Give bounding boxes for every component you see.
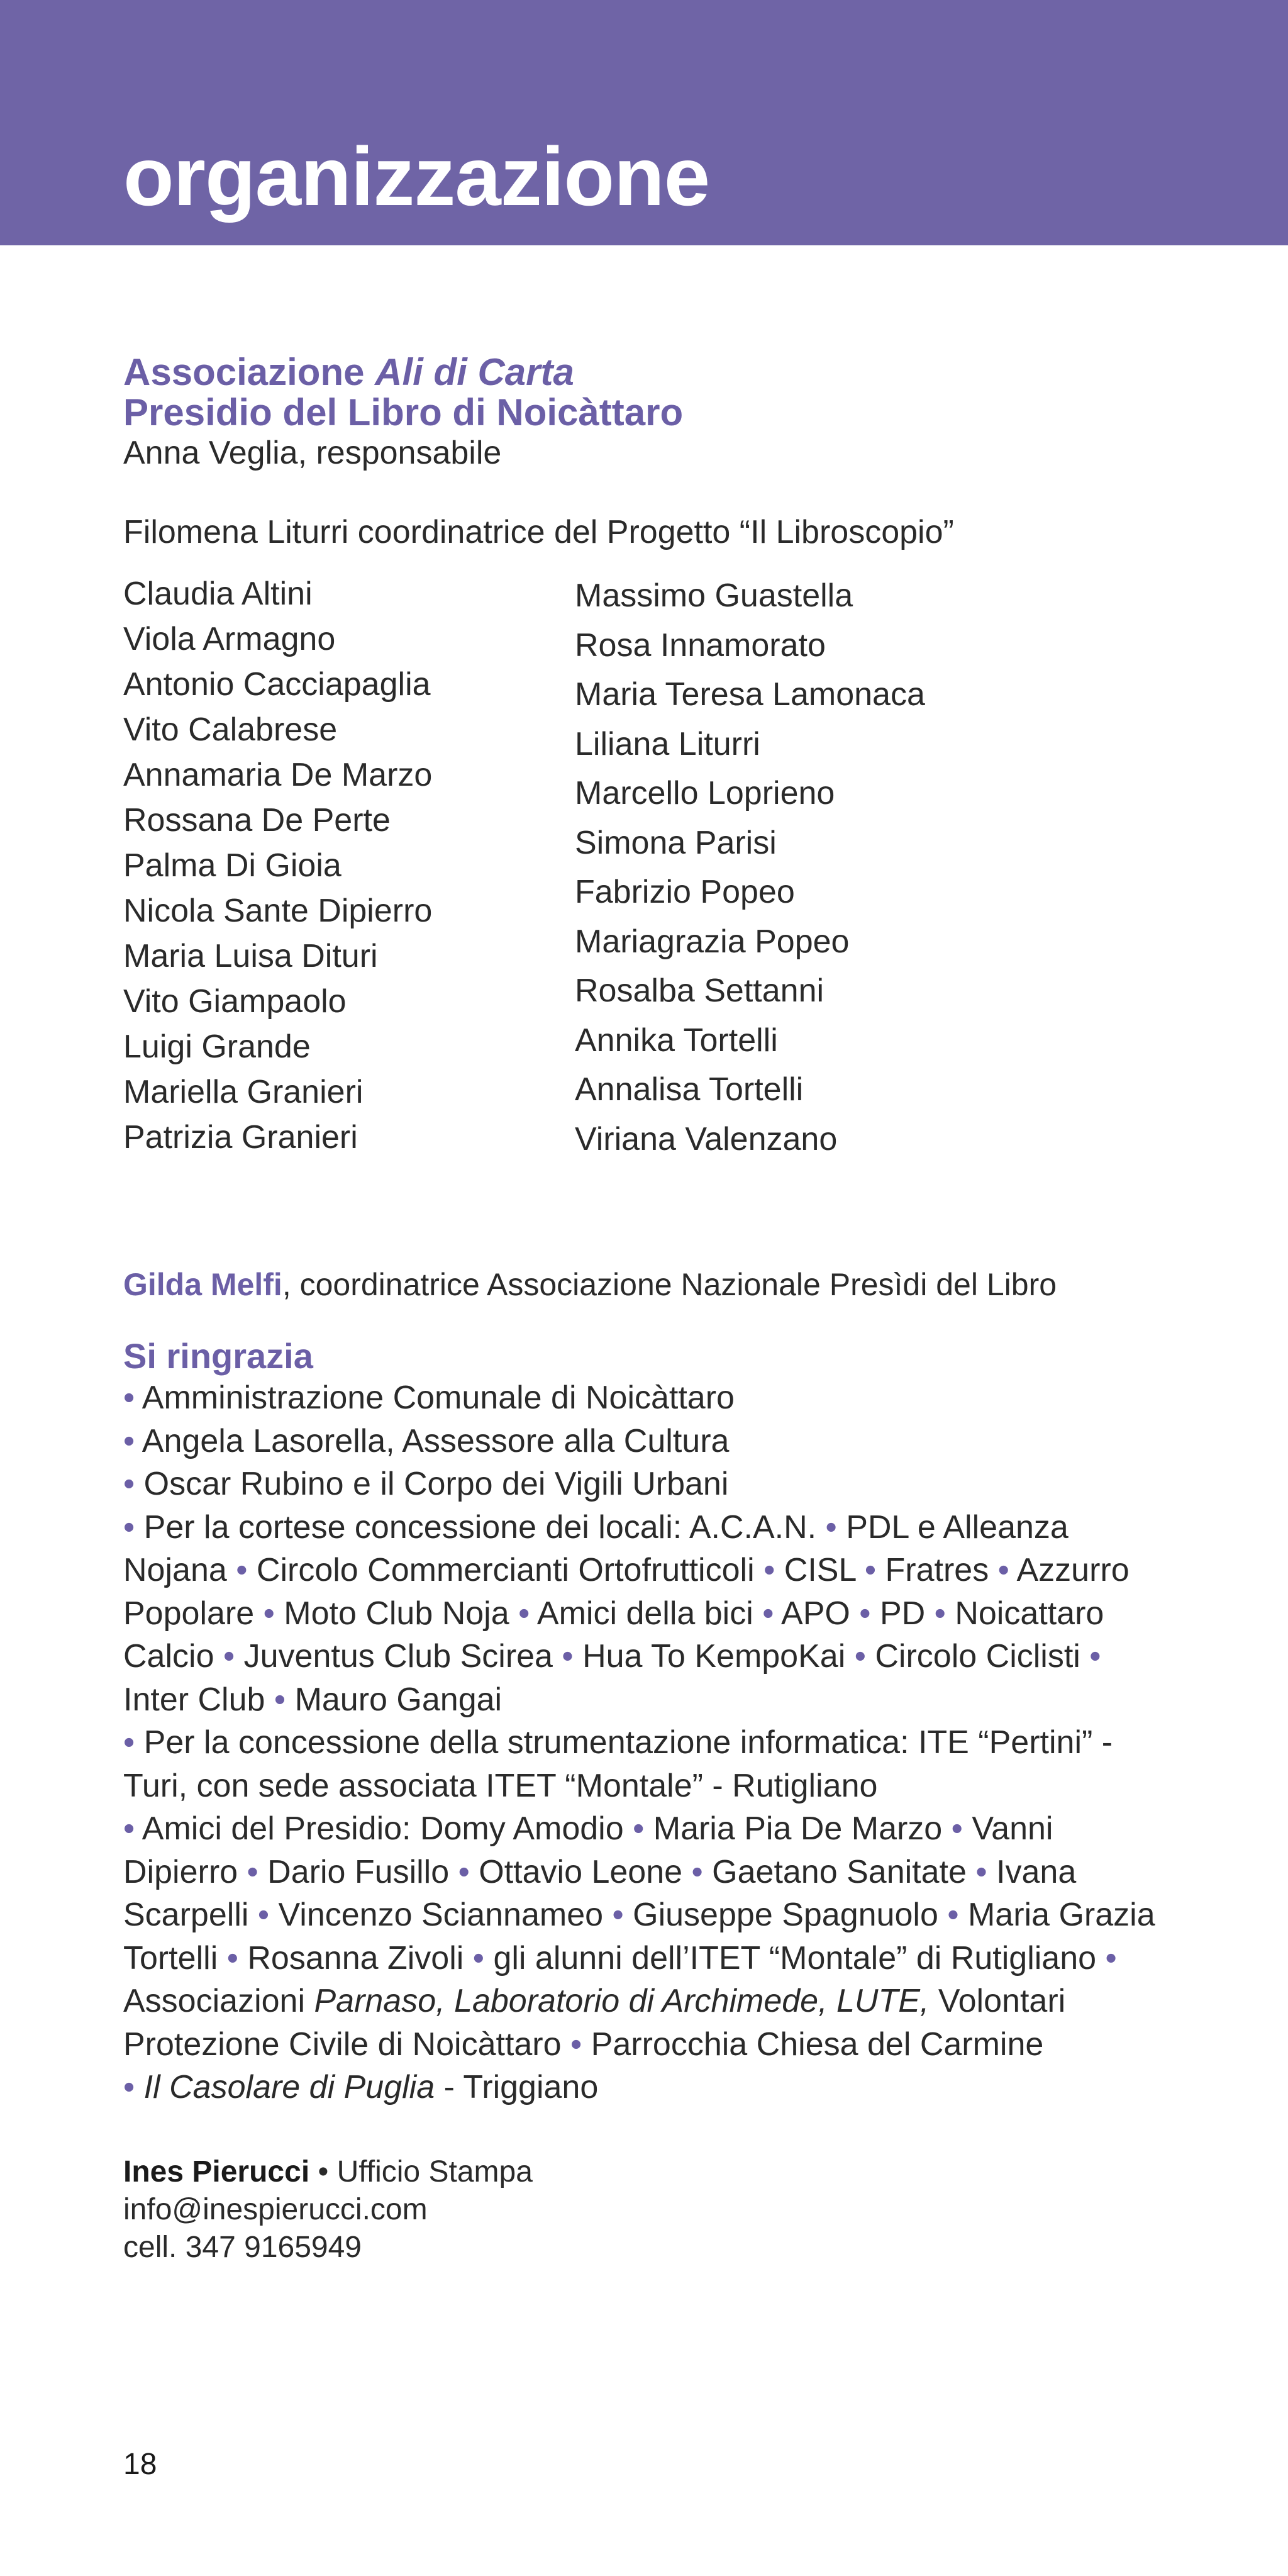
member-name: Fabrizio Popeo [575,874,795,910]
member-name: Rossana De Perte [123,802,391,839]
list-item: Vanni Dipierro [123,1810,1053,1890]
bullet-icon: • [682,1853,713,1890]
members-list [123,571,1167,1164]
thanks-item: • Angela Lasorella, Assessore alla Cultura [123,1422,730,1459]
header-band [0,0,1288,245]
thanks-item: • Amministrazione Comunale di Noicàttaro [123,1380,735,1416]
bullet-icon: • [1080,1638,1101,1675]
list-item: Moto Club Noja [284,1595,509,1632]
contact-role: • Ufficio Stampa [309,2155,533,2188]
member-name: Rosa Innamorato [575,627,826,664]
bullet-icon: • [254,1595,284,1632]
bullet-icon: • [570,2026,582,2063]
bullet-icon: • [938,1897,968,1933]
org-name [123,352,1167,393]
list-item: Hua To KempoKai [582,1638,846,1675]
list-item: CISL [784,1552,856,1588]
bullet-icon: • [942,1810,972,1847]
member-name: Simona Parisi [575,824,777,861]
bullet-icon: • [845,1638,875,1675]
thanks-venues: • Per la cortese concessione dei locali: A.C.A.N. • PDL e Alleanza Nojana • Circolo Commercianti Ortofrutticoli • CISL • Fratres • Azzurro Popolare • Moto Club Noja • Amici della bici • APO • PD • Noicattaro Calcio • Juventus Club Scirea • Hua To KempoKai • Circolo Ciclisti • Inter Club • Mauro Gangai [123,1508,1130,1718]
list-item: Fratres [885,1552,989,1588]
members-column-2 [575,571,925,1164]
bullet-icon: • [123,1466,135,1502]
list-item: Juventus Club Scirea [243,1638,553,1675]
list-item: Circolo Ciclisti [875,1638,1080,1675]
thanks-it: • Per la concessione della strumentazione informatica: ITE “Pertini” - Turi, con sede associata ITET “Montale” - Rutigliano [123,1724,1113,1804]
list-item: Rosanna Zivoli [247,1939,464,1977]
list-item: Vincenzo Sciannameo [278,1897,604,1933]
bullet-icon: • [552,1638,583,1675]
list-item: APO [781,1595,850,1632]
member-name: Mariagrazia Popeo [575,923,850,960]
thanks-heading: Si ringrazia [123,1336,313,1376]
list-item: PD [879,1595,926,1632]
list-item: Inter Club [123,1681,265,1718]
member-name: Liliana Liturri [575,725,760,762]
member-name: Maria Luisa Dituri [123,938,378,974]
thanks-casolare: • Il Casolare di Puglia - Triggiano [123,2069,599,2105]
list-item: Azzurro Popolare [123,1552,1130,1632]
bullet-icon: • [265,1681,295,1718]
page-number: 18 [123,2448,157,2481]
thanks-friends: • Amici del Presidio: Domy Amodio • Maria Pia De Marzo • Vanni Dipierro • Dario Fusillo • Ottavio Leone • Gaetano Sanitate • Ivana Scarpelli • Vincenzo Sciannameo • Giuseppe Spagnuolo • Maria Grazia Tortelli • Rosanna Zivoli • gli alunni dell’ITET “Montale” di Rutigliano • Associazioni Parnaso, Laboratorio di Archimede, LUTE, Volontari Protezione Civile di Noicàttaro • Parrocchia Chiesa del Carmine [123,1810,1155,2063]
list-item: Dario Fusillo [267,1853,450,1890]
bullet-icon: • [123,1724,135,1761]
member-name: Patrizia Granieri [123,1119,358,1156]
bullet-icon: • [509,1595,537,1632]
member-name: Palma Di Gioia [123,847,341,884]
bullet-icon: • [603,1897,633,1933]
contact-name: Ines Pierucci [123,2155,310,2188]
press-contact [123,2153,1167,2267]
bullet-icon: • [238,1853,268,1890]
bullet-icon: • [850,1595,880,1632]
org-name-italic: Ali di Carta [375,351,574,393]
member-name: Annika Tortelli [575,1022,778,1059]
bullet-icon: • [123,1810,135,1847]
bullet-icon: • [214,1638,244,1675]
org-responsible: Anna Veglia, responsabile [123,435,502,471]
member-name: Nicola Sante Dipierro [123,893,433,929]
member-name: Annalisa Tortelli [575,1071,804,1108]
project-coordinator: Filomena Liturri coordinatrice del Progetto “Il Libroscopio” [123,514,954,550]
member-name: Luigi Grande [123,1029,311,1065]
list-item: Circolo Commercianti Ortofrutticoli [256,1552,755,1588]
contact-email[interactable]: info@inespierucci.com [123,2192,428,2226]
bullet-icon: • [966,1853,997,1890]
list-item: Amici della bici [536,1595,753,1632]
list-item: Maria Pia De Marzo [653,1810,943,1847]
member-name: Marcello Loprieno [575,775,835,811]
member-name: Viriana Valenzano [575,1120,838,1157]
bullet-icon: • [925,1595,955,1632]
member-name: Annamaria De Marzo [123,757,433,793]
coordinator-name: Gilda Melfi [123,1267,282,1302]
member-name: Mariella Granieri [123,1074,364,1110]
bullet-icon: • [464,1939,494,1977]
member-name: Rosalba Settanni [575,973,824,1009]
bullet-icon: • [1105,1939,1117,1977]
member-name: Viola Armagno [123,621,336,657]
member-name: Maria Teresa Lamonaca [575,676,925,713]
bullet-icon: • [754,1552,784,1588]
bullet-icon: • [123,1508,135,1546]
org-presidio: Presidio del Libro di Noicàttaro [123,391,684,433]
list-item: Maria Grazia Tortelli [123,1897,1155,1977]
list-item: gli alunni dell’ITET “Montale” di Rutigliano [493,1939,1097,1977]
list-item: Mauro Gangai [294,1681,502,1718]
coordinator-role: , coordinatrice Associazione Nazionale Presìdi del Libro [282,1267,1057,1302]
bullet-icon: • [753,1595,782,1632]
list-item: Ivana Scarpelli [123,1853,1077,1933]
org-name-prefix: Associazione [123,351,375,393]
bullet-icon: • [123,1380,135,1416]
bullet-icon: • [989,1552,1017,1588]
thanks-section [123,1376,1167,2109]
bullet-icon: • [623,1810,653,1847]
bullet-icon: • [226,1552,257,1588]
list-item: Ottavio Leone [479,1853,683,1890]
list-item: PDL e Alleanza Nojana [123,1508,1069,1588]
bullet-icon: • [123,1422,135,1459]
bullet-icon: • [855,1552,886,1588]
bullet-icon: • [449,1853,479,1890]
member-name: Massimo Guastella [575,577,853,614]
member-name: Vito Giampaolo [123,983,347,1020]
bullet-icon: • [248,1897,279,1933]
list-item: Gaetano Sanitate [712,1853,967,1890]
member-name: Antonio Cacciapaglia [123,666,431,703]
content [123,352,1167,2267]
thanks-item: • Oscar Rubino e il Corpo dei Vigili Urbani [123,1466,729,1502]
national-coordinator [123,1264,1167,1305]
member-name: Vito Calabrese [123,711,338,748]
members-column-1 [123,571,575,1164]
page-title: organizzazione [123,130,710,223]
member-name: Claudia Altini [123,576,313,612]
bullet-icon: • [123,2069,135,2105]
list-item: Noicattaro Calcio [123,1595,1104,1675]
bullet-icon: • [218,1939,248,1977]
list-item: Giuseppe Spagnuolo [633,1897,938,1933]
bullet-icon: • [816,1508,847,1546]
contact-phone: cell. 347 9165949 [123,2230,362,2264]
